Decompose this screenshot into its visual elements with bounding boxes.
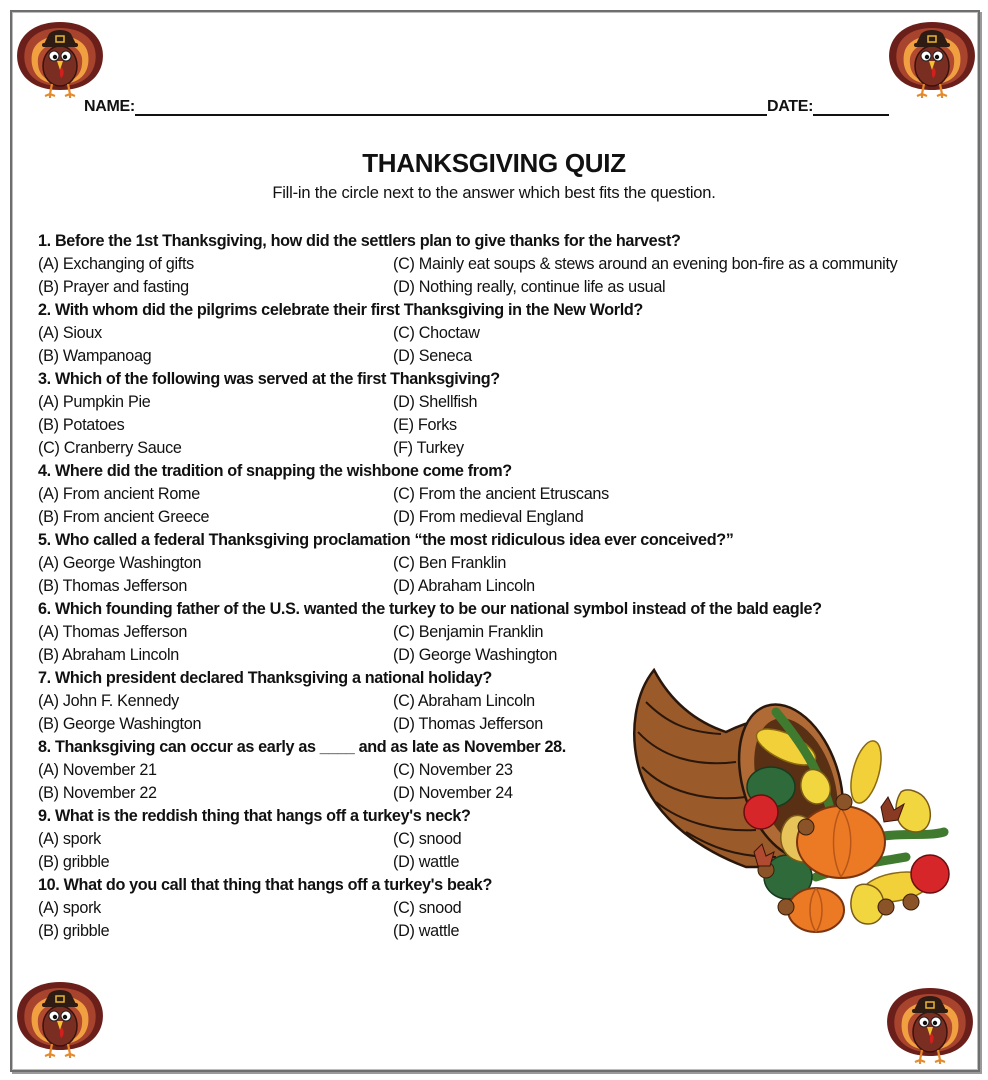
question-3: 3. Which of the following was served at the first Thanksgiving? (38, 370, 500, 388)
answer-option[interactable]: (C) Abraham Lincoln (393, 692, 535, 710)
answer-option[interactable]: (C) Benjamin Franklin (393, 623, 544, 641)
answer-option[interactable]: (C) November 23 (393, 761, 513, 779)
answer-option[interactable]: (A) From ancient Rome (38, 485, 200, 503)
answer-option[interactable]: (B) November 22 (38, 784, 157, 802)
answer-option[interactable]: (D) wattle (393, 922, 460, 940)
answer-option[interactable]: (B) Potatoes (38, 416, 125, 434)
answer-option[interactable]: (D) Thomas Jefferson (393, 715, 543, 733)
answer-option[interactable]: (B) From ancient Greece (38, 508, 210, 526)
answer-option[interactable]: (A) November 21 (38, 761, 157, 779)
answer-option[interactable]: (D) Seneca (393, 347, 472, 365)
answer-option[interactable]: (A) Pumpkin Pie (38, 393, 151, 411)
answer-option[interactable]: (B) gribble (38, 922, 110, 940)
turkey-icon-top-right (884, 14, 980, 98)
name-blank-field[interactable] (135, 96, 767, 116)
turkey-icon-top-left (12, 14, 108, 98)
answer-option[interactable]: (C) snood (393, 830, 462, 848)
date-blank-field[interactable] (813, 96, 889, 116)
answer-option[interactable]: (A) Exchanging of gifts (38, 255, 194, 273)
answer-option[interactable]: (B) Wampanoag (38, 347, 152, 365)
answer-option[interactable]: (C) Choctaw (393, 324, 480, 342)
answer-option[interactable]: (D) wattle (393, 853, 460, 871)
answer-option[interactable]: (A) George Washington (38, 554, 202, 572)
answer-option[interactable]: (D) George Washington (393, 646, 558, 664)
answer-option[interactable]: (D) From medieval England (393, 508, 584, 526)
question-9: 9. What is the reddish thing that hangs off a turkey's neck? (38, 807, 471, 825)
answer-option[interactable]: (B) Thomas Jefferson (38, 577, 188, 595)
answer-option[interactable]: (C) snood (393, 899, 462, 917)
answer-option[interactable]: (D) Abraham Lincoln (393, 577, 535, 595)
answer-option[interactable]: (C) Cranberry Sauce (38, 439, 182, 457)
answer-option[interactable]: (A) Sioux (38, 324, 102, 342)
answer-option[interactable]: (B) Abraham Lincoln (38, 646, 179, 664)
answer-option[interactable]: (B) George Washington (38, 715, 202, 733)
answer-option[interactable]: (A) spork (38, 899, 101, 917)
date-label: DATE: (766, 98, 814, 115)
question-4: 4. Where did the tradition of snapping the wishbone come from? (38, 462, 512, 480)
question-8: 8. Thanksgiving can occur as early as ____ and as late as November 28. (38, 738, 566, 756)
cornucopia-illustration (626, 662, 961, 937)
answer-option[interactable]: (B) gribble (38, 853, 110, 871)
answer-option[interactable]: (E) Forks (393, 416, 457, 434)
answer-option[interactable]: (C) Ben Franklin (393, 554, 507, 572)
answer-option[interactable]: (D) Shellfish (393, 393, 478, 411)
question-7: 7. Which president declared Thanksgiving a national holiday? (38, 669, 492, 687)
answer-option[interactable]: (A) Thomas Jefferson (38, 623, 188, 641)
question-2: 2. With whom did the pilgrims celebrate their first Thanksgiving in the New World? (38, 301, 643, 319)
question-10: 10. What do you call that thing that hangs off a turkey's beak? (38, 876, 492, 894)
question-1: 1. Before the 1st Thanksgiving, how did the settlers plan to give thanks for the harvest? (38, 232, 681, 250)
answer-option[interactable]: (D) Nothing really, continue life as usual (393, 278, 666, 296)
turkey-icon-bottom-right (882, 980, 978, 1064)
answer-option[interactable]: (B) Prayer and fasting (38, 278, 189, 296)
answer-option[interactable]: (F) Turkey (393, 439, 464, 457)
name-label: NAME: (84, 98, 135, 115)
page-title: THANKSGIVING QUIZ (362, 148, 626, 178)
answer-option[interactable]: (A) spork (38, 830, 101, 848)
question-5: 5. Who called a federal Thanksgiving proclamation “the most ridiculous idea ever conceived?” (38, 531, 734, 549)
question-6: 6. Which founding father of the U.S. wanted the turkey to be our national symbol instead of the bald eagle? (38, 600, 822, 618)
answer-option[interactable]: (D) November 24 (393, 784, 513, 802)
answer-option[interactable]: (A) John F. Kennedy (38, 692, 179, 710)
name-date-row (84, 92, 899, 116)
instructions: Fill-in the circle next to the answer which best fits the question. (272, 184, 716, 202)
turkey-icon-bottom-left (12, 974, 108, 1058)
answer-option[interactable]: (C) From the ancient Etruscans (393, 485, 609, 503)
answer-option[interactable]: (C) Mainly eat soups & stews around an evening bon-fire as a community (393, 255, 898, 273)
